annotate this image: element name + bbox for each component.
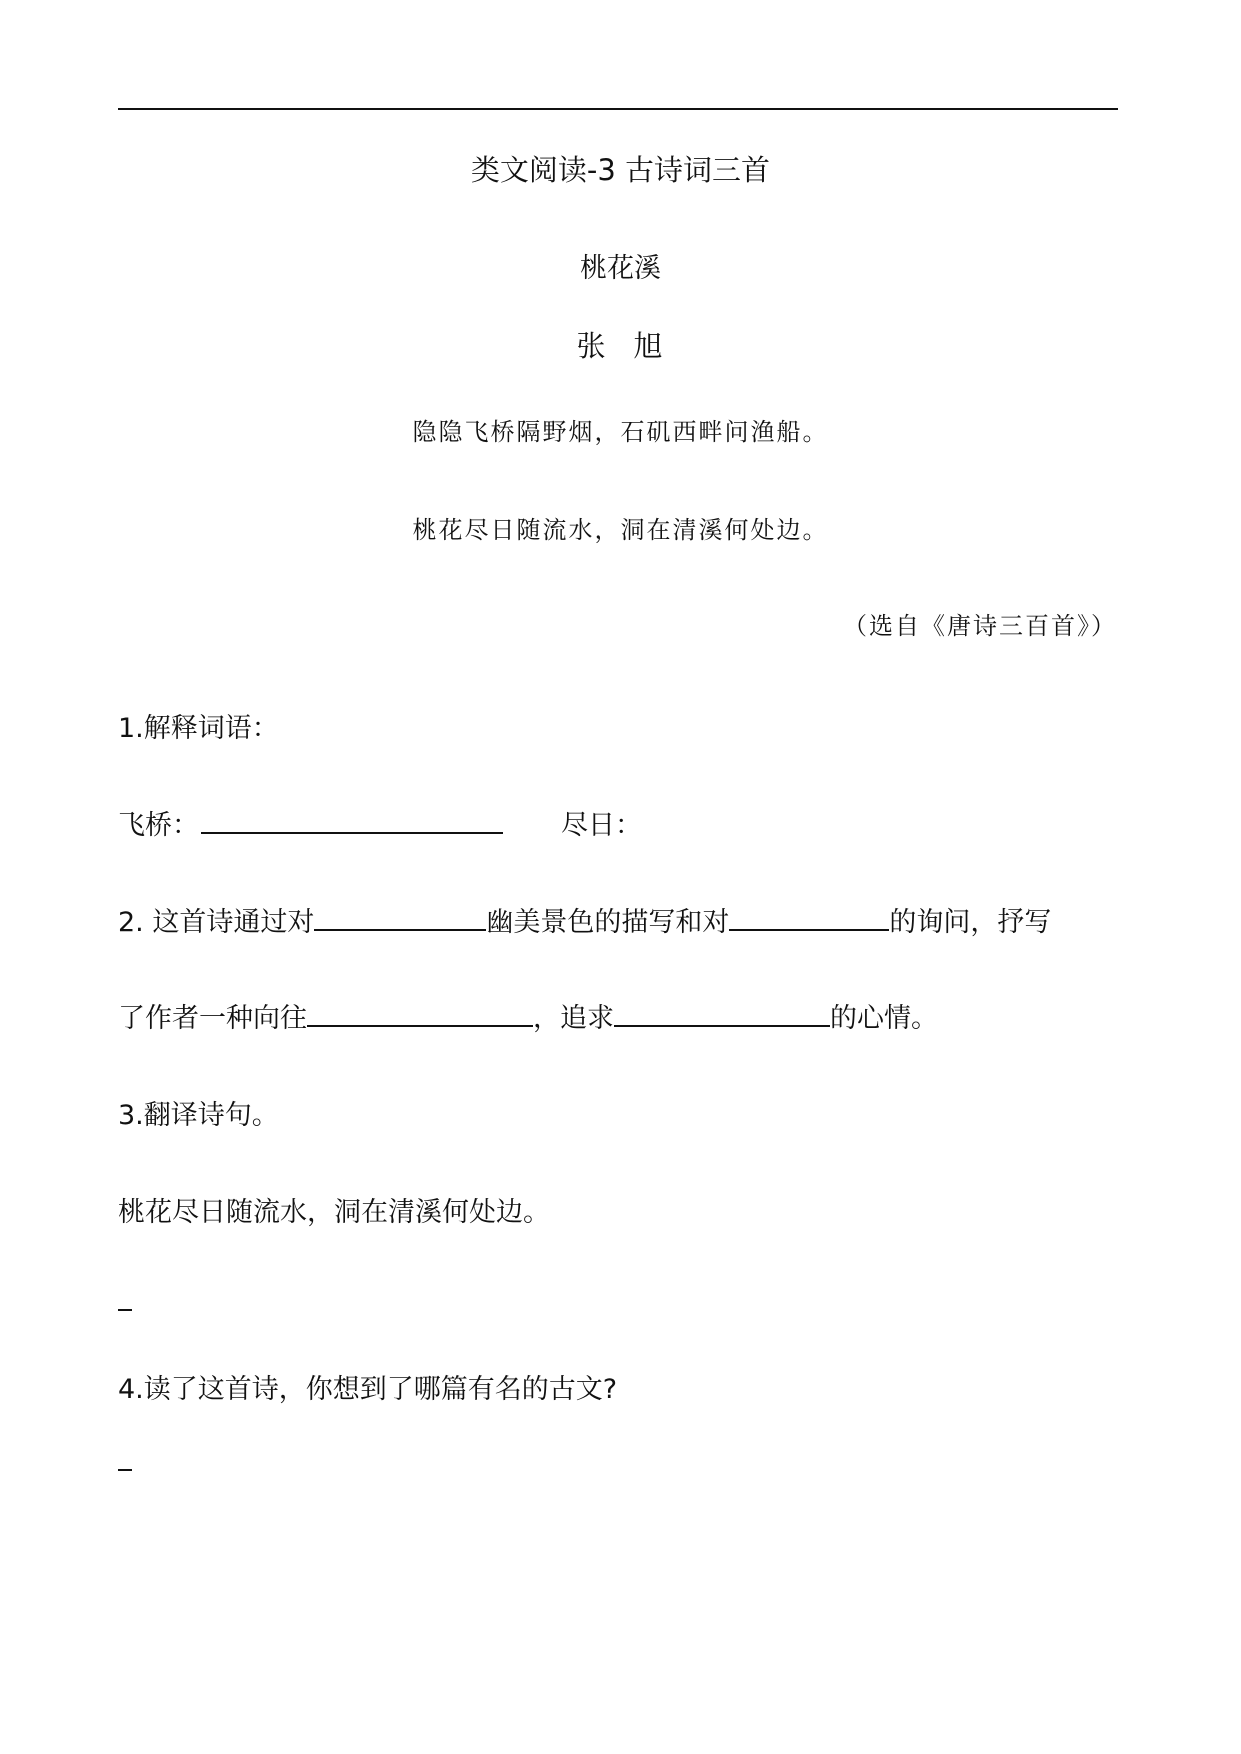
question-2-part-3: 的询问，抒写 <box>889 907 1052 938</box>
poem-title: 桃花溪 <box>580 253 661 284</box>
question-2-part-4: 了作者一种向往 <box>118 1003 307 1034</box>
answer-blank-longing[interactable] <box>307 1001 533 1027</box>
question-1-terms <box>118 803 642 842</box>
poem-line-2: 桃花尽日随流水，洞在清溪何处边。 <box>412 516 829 544</box>
author-surname: 张 <box>576 329 608 363</box>
answer-blank-inquiry[interactable] <box>729 905 889 931</box>
question-1-prompt: 1.解释词语： <box>118 713 279 744</box>
poem-source: （选自《唐诗三百首》） <box>843 612 1117 640</box>
question-4-prompt: 4.读了这首诗，你想到了哪篇有名的古文? <box>118 1374 618 1405</box>
question-3-quote: 桃花尽日随流水，洞在清溪何处边。 <box>118 1197 550 1228</box>
author-given-name: 旭 <box>633 329 665 363</box>
answer-line-4[interactable] <box>118 1447 132 1478</box>
question-2-part-2: 幽美景色的描写和对 <box>486 907 730 938</box>
answer-blank-scenery[interactable] <box>314 905 486 931</box>
page-title: 类文阅读-3 古诗词三首 <box>470 153 771 187</box>
question-2-part-6: 的心情。 <box>830 1003 938 1034</box>
poem-line-1: 隐隐飞桥隔野烟，石矶西畔问渔船。 <box>412 418 829 446</box>
answer-blank-feiqiao[interactable] <box>201 808 503 834</box>
term-jinri-label: 尽日： <box>561 810 642 841</box>
term-feiqiao-label: 飞桥： <box>118 810 199 841</box>
poem-author <box>0 324 1241 365</box>
question-2-line-1 <box>118 900 1051 939</box>
question-2-part-1: 2. 这首诗通过对 <box>118 907 315 938</box>
question-2-part-5: ，追求 <box>533 1003 614 1034</box>
question-2-line-2 <box>118 996 938 1035</box>
top-rule <box>118 108 1118 110</box>
answer-blank-pursuit[interactable] <box>614 1001 830 1027</box>
answer-line-3[interactable] <box>118 1287 132 1318</box>
question-3-prompt: 3.翻译诗句。 <box>118 1100 279 1131</box>
